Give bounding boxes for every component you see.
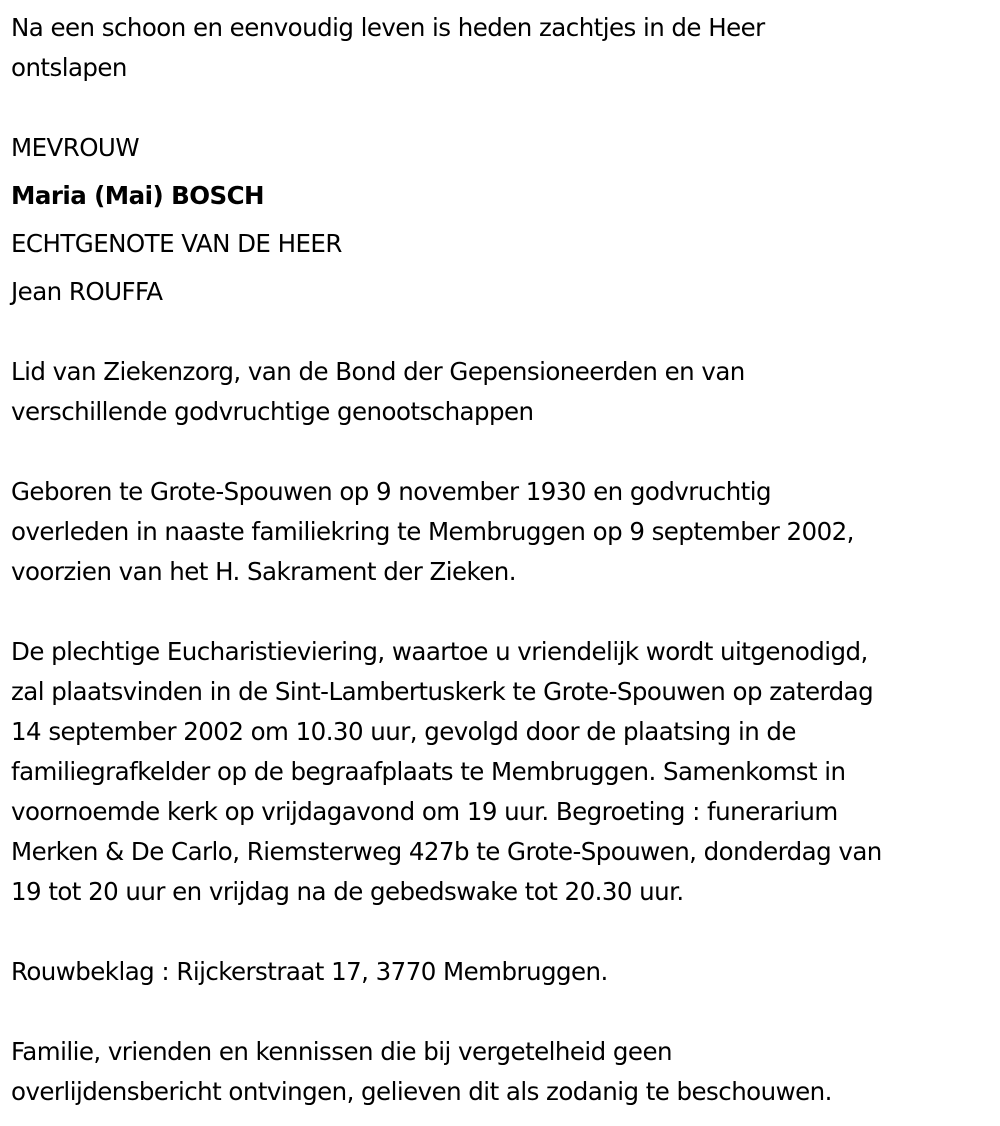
ceremony-line-1: De plechtige Eucharistieviering, waartoe u vriendelijk wordt uitgenodigd, <box>11 637 868 666</box>
condolence-line-1: Rouwbeklag : Rijckerstraat 17, 3770 Membruggen. <box>11 957 608 986</box>
birth-death-line-1: Geboren te Grote-Spouwen op 9 november 1930 en godvruchtig <box>11 477 771 506</box>
birth-death-line-2: overleden in naaste familiekring te Membruggen op 9 september 2002, <box>11 517 854 546</box>
deceased-title: MEVROUW <box>11 133 139 162</box>
ceremony-line-6: Merken & De Carlo, Riemsterweg 427b te Grote-Spouwen, donderdag van <box>11 837 882 866</box>
intro-line-1: Na een schoon en eenvoudig leven is heden zachtjes in de Heer <box>11 13 765 42</box>
intro-paragraph <box>11 8 996 88</box>
deceased-relation: ECHTGENOTE VAN DE HEER <box>11 229 342 258</box>
obituary-document <box>11 8 996 1112</box>
closing-paragraph <box>11 1032 996 1112</box>
spacer <box>11 88 996 128</box>
spacer <box>11 912 996 952</box>
birth-death-line-3: voorzien van het H. Sakrament der Zieken. <box>11 557 517 586</box>
condolence-paragraph <box>11 952 996 992</box>
ceremony-line-5: voornoemde kerk op vrijdagavond om 19 uur. Begroeting : funerarium <box>11 797 838 826</box>
ceremony-paragraph <box>11 632 996 912</box>
birth-death-paragraph <box>11 472 996 592</box>
spacer <box>11 592 996 632</box>
ceremony-line-7: 19 tot 20 uur en vrijdag na de gebedswake tot 20.30 uur. <box>11 877 684 906</box>
ceremony-line-3: 14 september 2002 om 10.30 uur, gevolgd door de plaatsing in de <box>11 717 796 746</box>
deceased-name: Maria (Mai) BOSCH <box>11 181 264 210</box>
ceremony-line-2: zal plaatsvinden in de Sint-Lambertuskerk te Grote-Spouwen op zaterdag <box>11 677 874 706</box>
membership-line-1: Lid van Ziekenzorg, van de Bond der Gepensioneerden en van <box>11 357 745 386</box>
deceased-spouse: Jean ROUFFA <box>11 277 163 306</box>
deceased-block <box>11 128 996 312</box>
membership-paragraph <box>11 352 996 432</box>
spacer <box>11 312 996 352</box>
closing-line-2: overlijdensbericht ontvingen, gelieven dit als zodanig te beschouwen. <box>11 1077 832 1106</box>
closing-line-1: Familie, vrienden en kennissen die bij vergetelheid geen <box>11 1037 672 1066</box>
spacer <box>11 432 996 472</box>
membership-line-2: verschillende godvruchtige genootschappen <box>11 397 534 426</box>
ceremony-line-4: familiegrafkelder op de begraafplaats te Membruggen. Samenkomst in <box>11 757 846 786</box>
spacer <box>11 992 996 1032</box>
intro-line-2: ontslapen <box>11 53 127 82</box>
